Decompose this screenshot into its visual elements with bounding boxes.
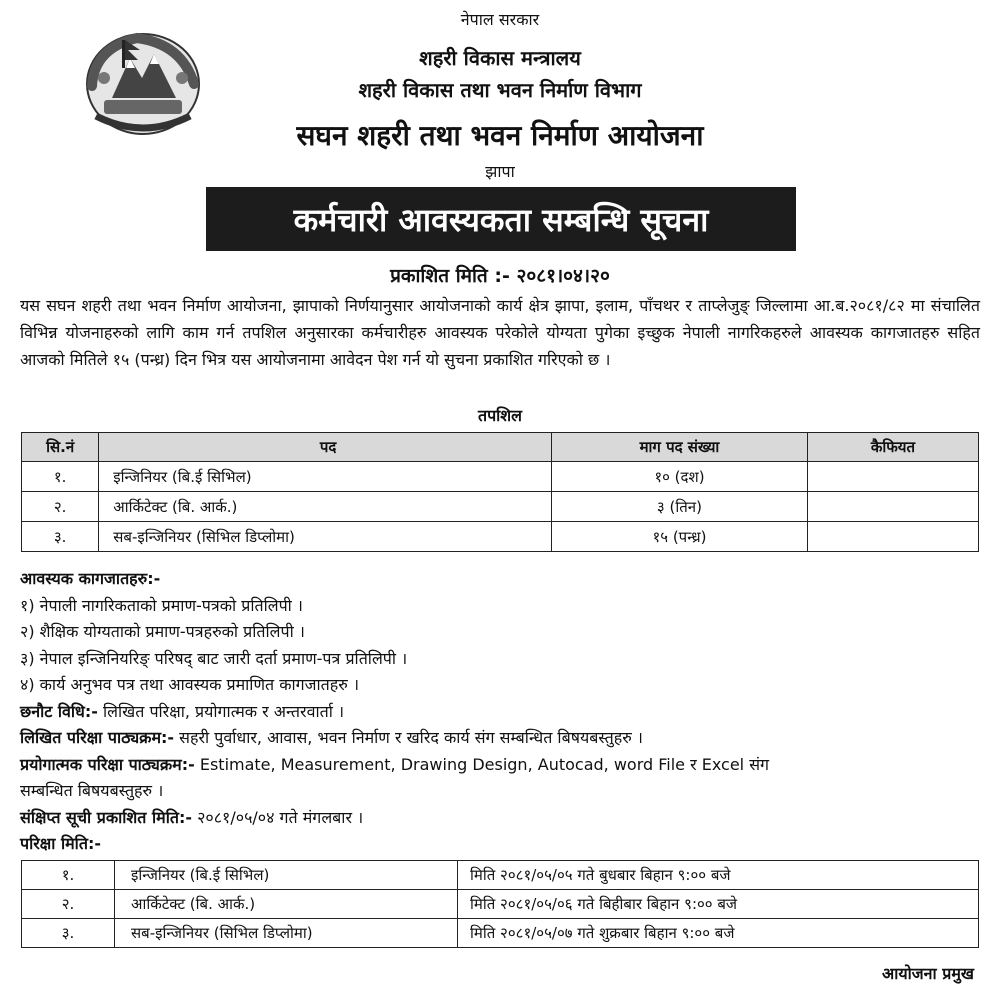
row-post: आर्किटेक्ट (बि. आर्क.) [99,492,552,522]
published-date: प्रकाशित मिति :- २०८१।०४।२० [390,265,610,287]
row-sn: २. [22,492,99,522]
document-item: २) शैक्षिक योग्यताको प्रमाण-पत्रहरुको प्रतिलिपी । [20,622,305,641]
ministry-name: शहरी विकास मन्त्रालय [419,46,581,70]
project-name: सघन शहरी तथा भवन निर्माण आयोजना [296,119,704,152]
shortlist-label: संक्षिप्त सूची प्रकाशित मिति:- [20,807,193,827]
exam-row-date: मिति २०८१/०५/०७ गते शुक्रबार बिहान ९:०० बजे [458,919,979,948]
practical-syllabus-label: प्रयोगात्मक परिक्षा पाठ्यक्रम:- [20,754,195,774]
table-row [22,462,979,492]
header-remarks: कैफियत [807,433,978,462]
signatory: आयोजना प्रमुख [881,964,974,983]
positions-table-header [22,433,979,462]
row-qty: १५ (पन्ध्र) [551,522,807,552]
header-sn: सि.नं [22,433,99,462]
practical-syllabus-cont: सम्बन्धित बिषयबस्तुहरु । [20,781,164,800]
header-post: पद [99,433,552,462]
table-row [22,861,979,890]
exam-row-date: मिति २०८१/०५/०५ गते बुधबार बिहान ९:०० बजे [458,861,979,890]
government-name: नेपाल सरकार [460,10,540,29]
exam-row-sn: ३. [22,919,115,948]
row-post: इन्जिनियर (बि.ई सिभिल) [99,462,552,492]
table-row [22,919,979,948]
shortlist-value: २०८१/०५/०४ गते मंगलबार । [192,807,364,827]
intro-paragraph: यस सघन शहरी तथा भवन निर्माण आयोजना, झापाको निर्णयानुसार आयोजनाको कार्य क्षेत्र झापा, इलाम, पाँचथर र ताप्लेजुङ् जिल्लामा आ.ब.२०८१/८२ मा संचालित विभिन्न योजनाहरुको लागि काम गर्न तपशिल अनुसारका कर्मचारीहरु आवस्यक परेकोले योग्यता पुगेका इच्छुक नेपाली नागरिकहरुले आवस्यक कागजातहरु सहित आजको मितिले १५ (पन्ध्र) दिन भित्र यस आयोजनामा आवेदन पेश गर्न यो सुचना प्रकाशित गरिएको छ । [20,296,980,369]
exam-row-post: आर्किटेक्ट (बि. आर्क.) [115,890,458,919]
header-qty: माग पद संख्या [551,433,807,462]
project-location: झापा [485,162,515,181]
table-row [22,890,979,919]
tapsil-heading: तपशिल [477,406,523,425]
shortlist-date [20,805,980,832]
department-name: शहरी विकास तथा भवन निर्माण विभाग [358,78,642,102]
practical-syllabus [20,752,980,779]
exam-row-date: मिति २०८१/०५/०६ गते बिहीबार बिहान ९:०० बजे [458,890,979,919]
exam-row-post: सब-इन्जिनियर (सिभिल डिप्लोमा) [115,919,458,948]
row-qty: १० (दश) [551,462,807,492]
written-syllabus [20,725,980,752]
positions-table [21,432,979,552]
table-row [22,492,979,522]
document-item: ४) कार्य अनुभव पत्र तथा आवस्यक प्रमाणित कागजातहरु । [20,675,360,694]
row-sn: ३. [22,522,99,552]
written-syllabus-label: लिखित परिक्षा पाठ्यक्रम:- [20,728,175,747]
row-post: सब-इन्जिनियर (सिभिल डिप्लोमा) [99,522,552,552]
selection-method [20,699,980,726]
practical-syllabus-value: Estimate, Measurement, Drawing Design, Autocad, word File र Excel संग [194,754,770,774]
exam-row-sn: १. [22,861,115,890]
row-sn: १. [22,462,99,492]
row-remarks [807,492,978,522]
exam-dates-table [21,860,979,948]
notice-title: कर्मचारी आवस्यकता सम्बन्धि सूचना [206,187,796,251]
document-item: १) नेपाली नागरिकताको प्रमाण-पत्रको प्रतिलिपी । [20,595,303,615]
documents-heading: आवस्यक कागजातहरु:- [20,569,161,588]
row-remarks [807,522,978,552]
written-syllabus-value: सहरी पुर्वाधार, आवास, भवन निर्माण र खरिद कार्य संग सम्बन्धित बिषयबस्तुहरु । [174,728,643,747]
table-row [22,522,979,552]
selection-value: लिखित परिक्षा, प्रयोगात्मक र अन्तरवार्ता । [97,701,345,721]
exam-row-sn: २. [22,890,115,919]
exam-dates-heading: परिक्षा मिति:- [20,834,101,853]
requirements-section [20,566,980,858]
selection-label: छनौट विधि:- [20,701,98,721]
row-remarks [807,462,978,492]
exam-row-post: इन्जिनियर (बि.ई सिभिल) [115,861,458,890]
document-item: ३) नेपाल इन्जिनियरिङ् परिषद् बाट जारी दर्ता प्रमाण-पत्र प्रतिलिपी । [20,648,408,668]
row-qty: ३ (तिन) [551,492,807,522]
